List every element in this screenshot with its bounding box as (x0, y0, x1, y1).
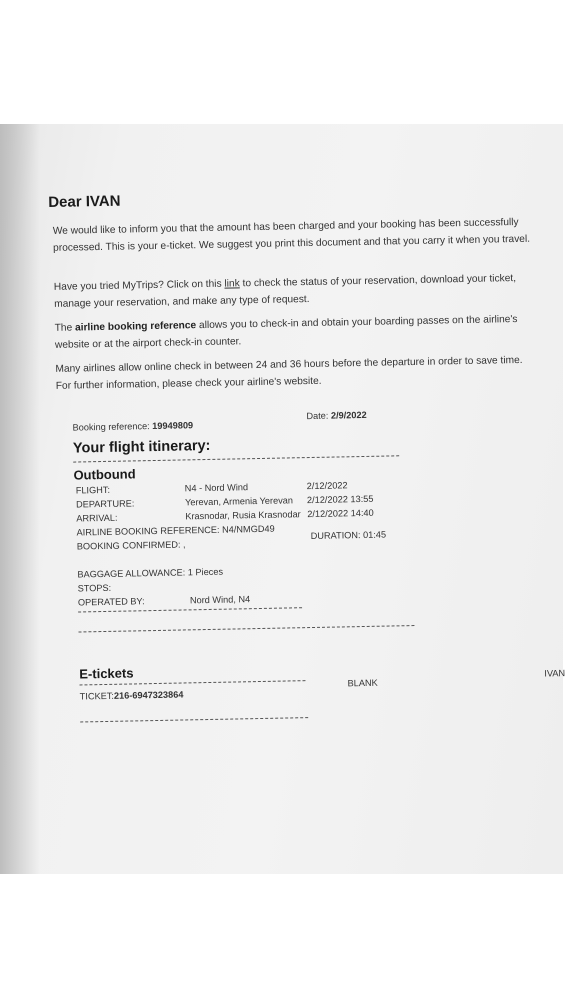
duration: DURATION: 01:45 (310, 529, 387, 542)
arrival-time: 2/12/2022 14:40 (307, 507, 374, 520)
mytrips-link[interactable]: link (224, 278, 240, 290)
booking-reference-paragraph (55, 312, 536, 354)
intro-paragraph: We would like to inform you that the amount has been charged and your booking has been successfully processed. This is your e-ticket. We suggest you print this document and that you carry it when you travel. (52, 216, 531, 254)
stops: STOPS: (77, 582, 112, 594)
booking-reference (72, 420, 193, 432)
booking-reference-value: 19949809 (152, 420, 194, 432)
divider (78, 625, 414, 632)
flight-date: 2/12/2022 (306, 480, 348, 492)
operated-by-value: Nord Wind, N4 (189, 594, 251, 606)
mytrips-paragraph (54, 271, 535, 313)
flight-label: FLIGHT: (75, 484, 111, 496)
operated-by-label: OPERATED BY: (77, 596, 145, 608)
bref-text-start: The (54, 322, 76, 334)
mytrips-text-start: Have you tried MyTrips? Click on this (53, 278, 225, 293)
booking-reference-label: Booking reference: (72, 421, 150, 433)
greeting: Dear IVAN (48, 192, 121, 211)
departure-label: DEPARTURE: (75, 498, 135, 510)
airline-booking-reference: AIRLINE BOOKING REFERENCE: N4/NMGD49 (76, 523, 275, 538)
itinerary-title: Your flight itinerary: (72, 437, 211, 457)
arrival-value: Krasnodar, Rusia Krasnodar (185, 509, 301, 522)
departure-time: 2/12/2022 13:55 (306, 493, 374, 506)
passenger-name: IVAN (544, 668, 566, 679)
etickets-title: E-tickets (79, 665, 134, 682)
booking-confirmed: BOOKING CONFIRMED: , (76, 539, 186, 552)
flight-value: N4 - Nord Wind (184, 482, 249, 494)
document-paper (0, 124, 566, 874)
booking-date-label: Date: (306, 410, 329, 422)
blank-label: BLANK (347, 677, 378, 689)
paper-shadow (0, 124, 40, 874)
ticket-content (48, 180, 566, 702)
ticket-number (80, 689, 184, 701)
outbound-title: Outbound (73, 466, 136, 483)
checkin-paragraph: Many airlines allow online check in between 24 and 36 hours before the departure in order to save time. For further information, please check your airline's website. (55, 354, 523, 392)
divider (73, 455, 399, 462)
booking-date (306, 410, 366, 421)
bref-bold-text: airline booking reference (74, 320, 197, 334)
booking-date-value: 2/9/2022 (330, 409, 367, 421)
divider (79, 680, 305, 685)
mytrips-text-end: to check the status of your reservation, download your ticket, manage your reservation, and make any type of request. (54, 273, 517, 310)
ticket-value: 216-6947323864 (113, 689, 184, 701)
arrival-label: ARRIVAL: (76, 512, 118, 524)
divider (78, 607, 302, 612)
bref-text-end: allows you to check-in and obtain your boarding passes on the airline's website or at the airport check-in counter. (54, 314, 518, 351)
ticket-label: TICKET: (79, 690, 115, 702)
departure-value: Yerevan, Armenia Yerevan (184, 495, 294, 508)
baggage-allowance: BAGGAGE ALLOWANCE: 1 Pieces (77, 566, 224, 580)
divider (80, 717, 308, 722)
